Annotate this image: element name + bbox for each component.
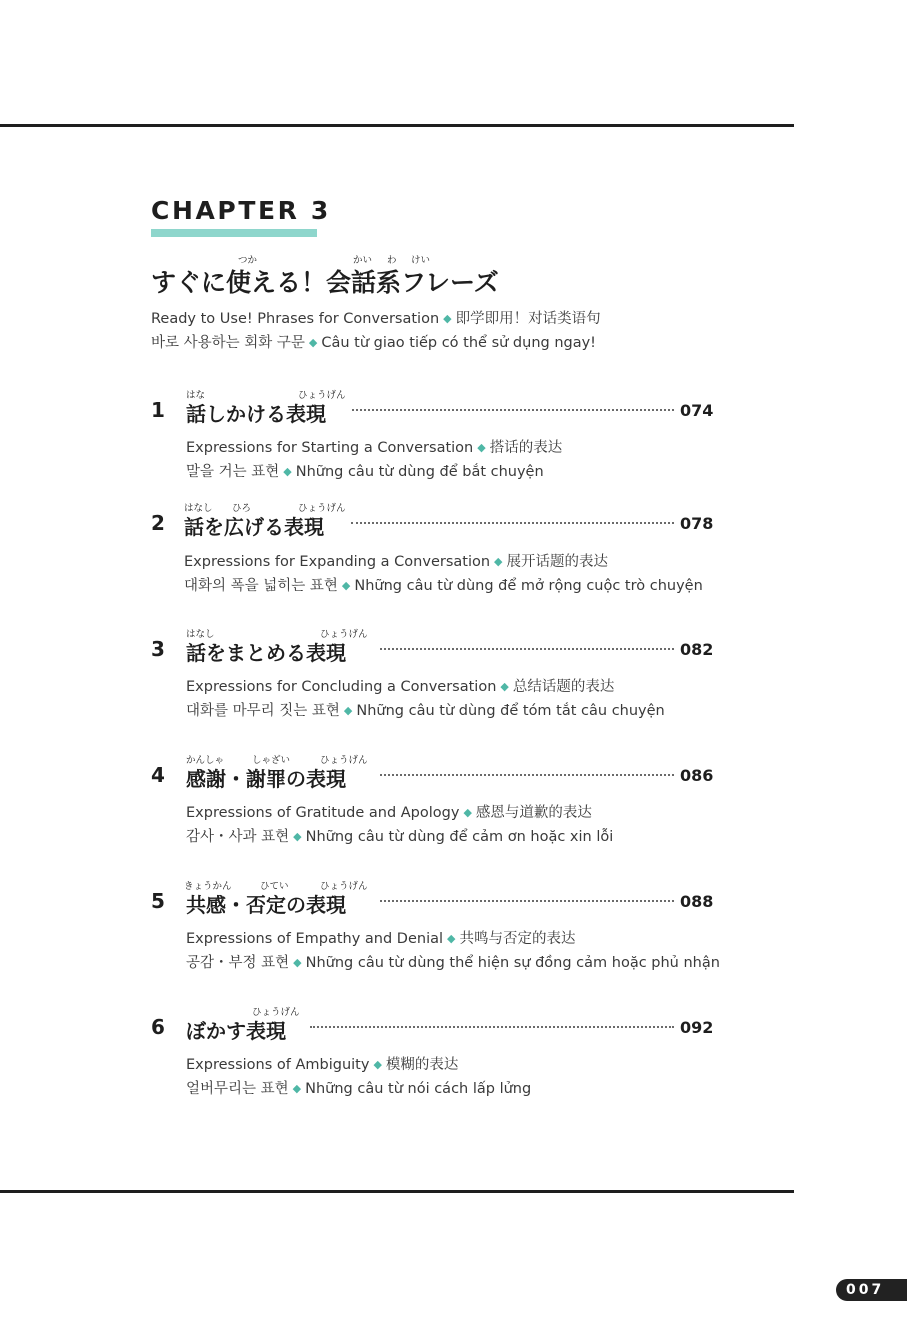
entry-line-2: [186, 825, 613, 846]
page-number-tab: [836, 1279, 907, 1301]
entry-title: ぼかす表現: [186, 1019, 286, 1043]
entry-title: 話しかける表現: [186, 402, 326, 426]
ruby-text: ひろ: [232, 503, 252, 514]
ruby-text: ひょうげん: [320, 755, 368, 766]
entry-line-1: [186, 801, 592, 822]
diamond-icon: ◆: [463, 806, 472, 819]
ruby-text: しゃざい: [252, 755, 291, 766]
entry-number: 1: [151, 398, 165, 422]
top-rule: [0, 124, 794, 127]
ruby-text: ひょうげん: [320, 881, 368, 892]
chapter-label: CHAPTER 3: [151, 196, 331, 225]
dot-leader: [310, 1026, 674, 1028]
page-number: 007: [846, 1282, 885, 1298]
entry-korean: 대화를 마무리 짓는 표현: [186, 703, 340, 719]
entry-line-2: [186, 699, 665, 720]
diamond-icon: ◆: [293, 830, 302, 843]
entry-english: Expressions of Ambiguity: [186, 1057, 370, 1073]
diamond-icon: ◆: [373, 1058, 382, 1071]
diamond-icon: ◆: [443, 312, 452, 325]
diamond-icon: ◆: [292, 1082, 302, 1095]
entry-line-1: [186, 675, 614, 696]
entry-line-1: [186, 1053, 458, 1074]
entry-title: 話を広げる表現: [184, 515, 324, 539]
ruby-text: かい: [353, 255, 373, 266]
ruby-text: はなし: [186, 629, 215, 640]
entry-line-1: [186, 927, 575, 948]
entry-vietnamese: Những câu từ dùng để mở rộng cuộc trò chuyện: [354, 578, 703, 594]
diamond-icon: ◆: [343, 704, 353, 717]
entry-number: 5: [151, 889, 165, 913]
diamond-icon: ◆: [293, 956, 302, 969]
dot-leader: [351, 522, 674, 524]
ruby-text: かんしゃ: [186, 755, 225, 766]
dot-leader: [380, 774, 674, 776]
page-reference: 082: [680, 640, 714, 659]
entry-chinese: 搭话的表达: [489, 440, 563, 456]
entry-title: 話をまとめる表現: [186, 641, 346, 665]
ruby-text: けい: [411, 255, 431, 266]
ruby-text: はな: [186, 390, 206, 401]
bottom-rule: [0, 1190, 794, 1193]
chapter-subtitle-line1: [151, 307, 601, 328]
diamond-icon: ◆: [477, 441, 486, 454]
ruby-text: つか: [238, 255, 258, 266]
entry-line-2: [184, 574, 703, 595]
entry-vietnamese: Những câu từ nói cách lấp lửng: [305, 1081, 532, 1097]
entry-english: Expressions for Concluding a Conversation: [186, 679, 497, 695]
entry-title: 共感・否定の表現: [186, 893, 346, 917]
entry-vietnamese: Những câu từ dùng để cảm ơn hoặc xin lỗi: [305, 829, 614, 845]
page-reference: 078: [680, 514, 714, 533]
subtitle-chinese: 即学即用！对话类语句: [455, 311, 601, 327]
subtitle-korean: 바로 사용하는 회화 구문: [151, 335, 305, 351]
page-reference: 088: [680, 892, 714, 911]
entry-korean: 공감・부정 표현: [186, 955, 290, 971]
entry-number: 6: [151, 1015, 165, 1039]
diamond-icon: ◆: [341, 579, 351, 592]
entry-vietnamese: Những câu từ dùng để bắt chuyện: [295, 464, 544, 480]
subtitle-english: Ready to Use! Phrases for Conversation: [151, 311, 440, 327]
ruby-text: わ: [387, 255, 397, 266]
entry-line-1: [184, 550, 608, 571]
entry-line-2: [186, 1077, 531, 1098]
ruby-text: はなし: [184, 503, 213, 514]
entry-vietnamese: Những câu từ dùng thể hiện sự đồng cảm hoặc phủ nhận: [305, 955, 720, 971]
dot-leader: [380, 900, 674, 902]
diamond-icon: ◆: [494, 555, 503, 568]
ruby-text: ひょうげん: [252, 1007, 300, 1018]
dot-leader: [380, 648, 674, 650]
diamond-icon: ◆: [500, 680, 509, 693]
diamond-icon: ◆: [308, 336, 318, 349]
entry-chinese: 总结话题的表达: [512, 679, 615, 695]
chapter-subtitle-line2: [151, 331, 596, 352]
entry-korean: 얼버무리는 표현: [186, 1081, 289, 1097]
entry-english: Expressions of Gratitude and Apology: [186, 805, 460, 821]
entry-chinese: 感恩与道歉的表达: [475, 805, 592, 821]
entry-line-2: [186, 951, 720, 972]
ruby-text: ひてい: [260, 881, 289, 892]
entry-vietnamese: Những câu từ dùng để tóm tắt câu chuyện: [356, 703, 665, 719]
entry-chinese: 展开话题的表达: [506, 554, 609, 570]
ruby-text: ひょうげん: [298, 503, 346, 514]
entry-line-1: [186, 436, 562, 457]
entry-number: 2: [151, 511, 165, 535]
entry-line-2: [186, 460, 544, 481]
diamond-icon: ◆: [447, 932, 456, 945]
dot-leader: [352, 409, 674, 411]
entry-chinese: 共鸣与否定的表达: [459, 931, 576, 947]
page-reference: 086: [680, 766, 714, 785]
entry-korean: 감사・사과 표현: [186, 829, 290, 845]
page-reference: 074: [680, 401, 714, 420]
subtitle-vietnamese: Câu từ giao tiếp có thể sử dụng ngay!: [321, 335, 596, 351]
page-reference: 092: [680, 1018, 714, 1037]
entry-english: Expressions for Starting a Conversation: [186, 440, 474, 456]
entry-number: 4: [151, 763, 165, 787]
chapter-underline: [151, 229, 317, 237]
entry-korean: 대화의 폭을 넓히는 표현: [184, 578, 338, 594]
ruby-text: きょうかん: [184, 881, 232, 892]
diamond-icon: ◆: [283, 465, 292, 478]
entry-title: 感謝・謝罪の表現: [186, 767, 346, 791]
entry-number: 3: [151, 637, 165, 661]
entry-english: Expressions for Expanding a Conversation: [184, 554, 491, 570]
ruby-text: ひょうげん: [320, 629, 368, 640]
entry-chinese: 模糊的表达: [385, 1057, 459, 1073]
entry-korean: 말을 거는 표현: [186, 464, 280, 480]
chapter-title: すぐに使える！会話系フレーズ: [151, 268, 499, 297]
entry-english: Expressions of Empathy and Denial: [186, 931, 444, 947]
ruby-text: ひょうげん: [298, 390, 346, 401]
